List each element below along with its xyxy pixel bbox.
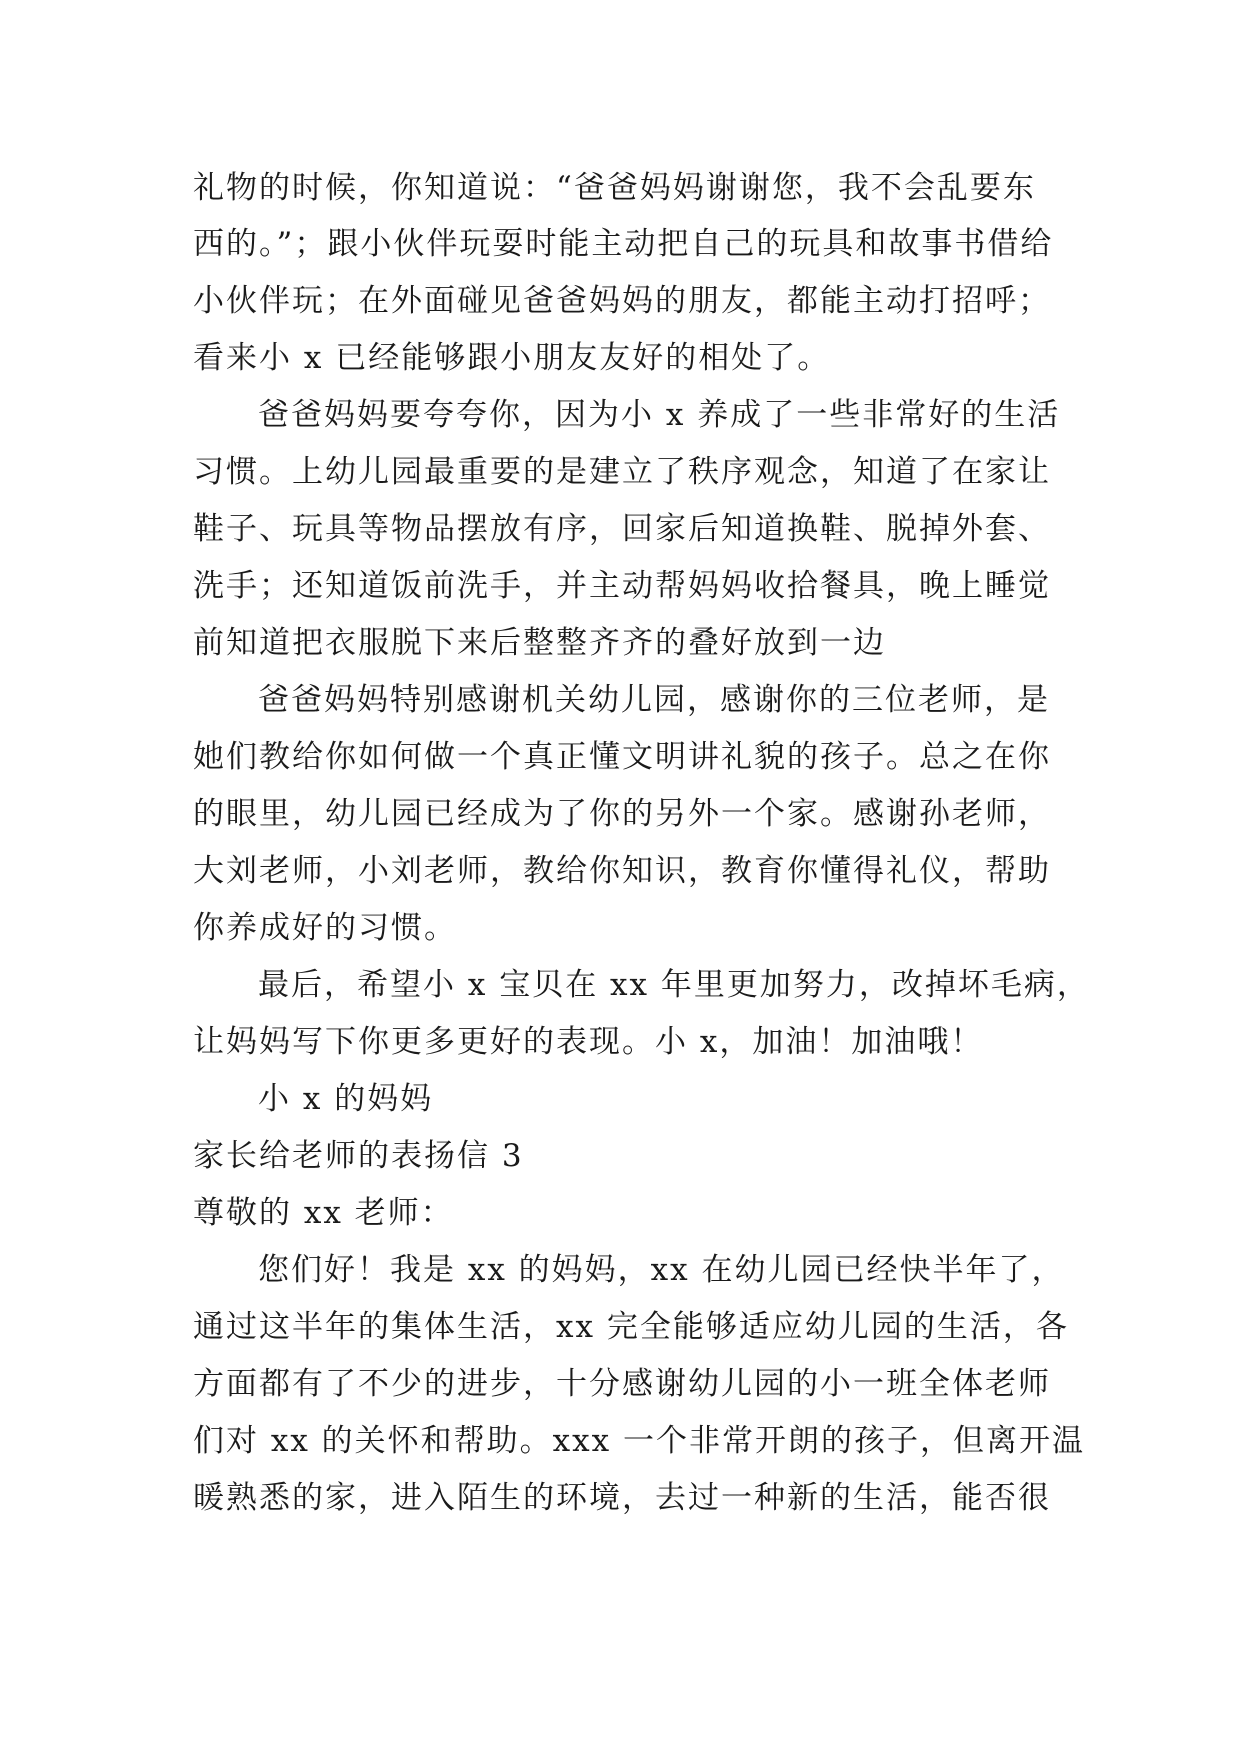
text-line: 习惯。上幼儿园最重要的是建立了秩序观念，知道了在家让 [193,454,1051,490]
text-line: 通过这半年的集体生活，xx 完全能够适应幼儿园的生活，各 [193,1309,1069,1345]
text-line: 大刘老师，小刘老师，教给你知识，教育你懂得礼仪，帮助 [193,853,1051,889]
text-line: 暖熟悉的家，进入陌生的环境，去过一种新的生活，能否很 [193,1480,1051,1516]
text-line: 西的。”；跟小伙伴玩耍时能主动把自己的玩具和故事书借给 [193,226,1054,262]
text-line: 前知道把衣服脱下来后整整齐齐的叠好放到一边 [193,625,886,661]
paragraph-start: 您们好！我是 xx 的妈妈，xx 在幼儿园已经快半年了， [258,1252,1065,1288]
signature: 小 x 的妈妈 [258,1081,434,1117]
text-line: 小伙伴玩；在外面碰见爸爸妈妈的朋友，都能主动打招呼； [193,283,1051,319]
text-line: 看来小 x 已经能够跟小朋友友好的相处了。 [193,340,831,376]
text-line: 们对 xx 的关怀和帮助。xxx 一个非常开朗的孩子，但离开温 [193,1423,1085,1459]
paragraph-start: 爸爸妈妈特别感谢机关幼儿园，感谢你的三位老师，是 [258,682,1050,718]
text-line: 鞋子、玩具等物品摆放有序，回家后知道换鞋、脱掉外套、 [193,511,1051,547]
text-line: 你养成好的习惯。 [193,910,457,946]
text-line: 她们教给你如何做一个真正懂文明讲礼貌的孩子。总之在你 [193,739,1051,775]
salutation: 尊敬的 xx 老师： [193,1195,454,1231]
text-line: 让妈妈写下你更多更好的表现。小 x，加油！加油哦！ [193,1024,984,1060]
text-line: 方面都有了不少的进步，十分感谢幼儿园的小一班全体老师 [193,1366,1051,1402]
section-title: 家长给老师的表扬信 3 [193,1138,524,1174]
paragraph-start: 最后，希望小 x 宝贝在 xx 年里更加努力，改掉坏毛病， [258,967,1090,1003]
text-line: 礼物的时候，你知道说：“爸爸妈妈谢谢您，我不会乱要东 [193,170,1036,206]
paragraph-start: 爸爸妈妈要夸夸你，因为小 x 养成了一些非常好的生活 [258,397,1061,433]
text-line: 的眼里，幼儿园已经成为了你的另外一个家。感谢孙老师， [193,796,1051,832]
text-line: 洗手；还知道饭前洗手，并主动帮妈妈收拾餐具，晚上睡觉 [193,568,1051,604]
